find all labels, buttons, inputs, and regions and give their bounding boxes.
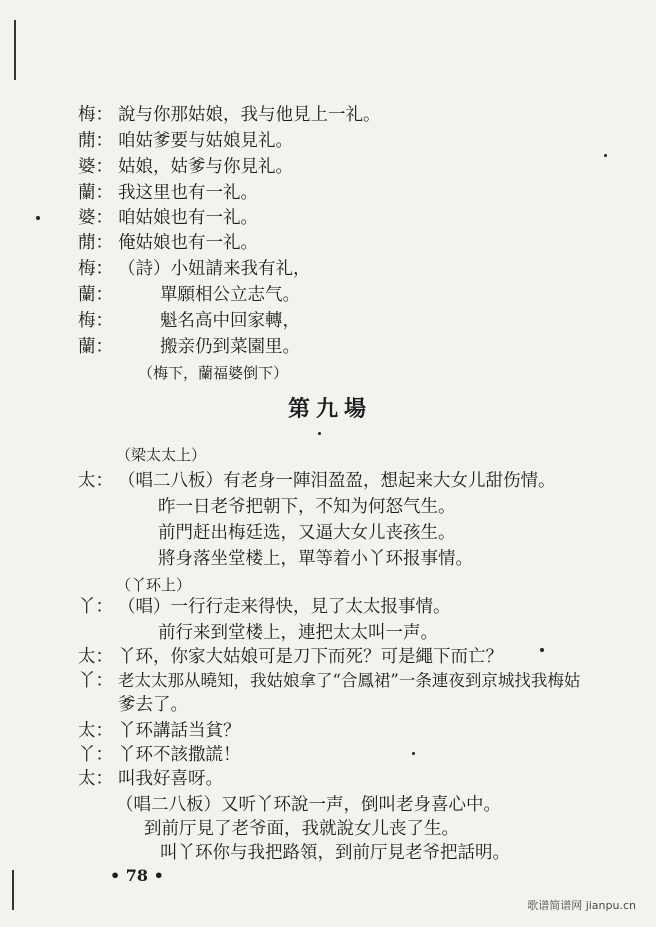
- speaker: 婆：: [78, 157, 113, 177]
- speaker: 太：: [78, 647, 113, 667]
- left-binding-mark: [12, 870, 14, 910]
- left-binding-mark: [14, 20, 16, 80]
- scene-title: 第九場: [288, 396, 373, 422]
- dialogue-text: 丫环，你家大姑娘可是刀下而死？可是繩下而亡？: [118, 647, 503, 667]
- speaker: 蕑：: [78, 233, 113, 253]
- dialogue-text: 叫我好喜呀。: [118, 769, 223, 789]
- dialogue-text: 老太太那从曉知，我姑娘拿了“合鳳裙”一条連夜到京城找我梅姑: [118, 671, 581, 690]
- speaker: 丫：: [78, 671, 113, 691]
- dialogue-text: （詩）小妞請来我有礼，: [118, 259, 311, 279]
- stage-direction-text: （梁太太上）: [116, 446, 207, 464]
- stage-direction-text: （丫环上）: [116, 576, 192, 594]
- speaker: 蘭：: [78, 285, 113, 305]
- dialogue-text: 俺姑娘也有一礼。: [118, 233, 258, 253]
- ink-speck: [318, 432, 321, 435]
- dialogue-text: 魁名高中回家轉，: [160, 311, 300, 331]
- speaker: 太：: [78, 769, 113, 789]
- ink-speck: [36, 216, 40, 220]
- dialogue-text: 丫环講話当貧？: [118, 721, 241, 741]
- page-number: • 78 •: [110, 866, 164, 885]
- dialogue-text: 丫环不該撒謊！: [118, 745, 241, 765]
- dialogue-text: 爹去了。: [118, 695, 188, 715]
- dialogue-text: 說与你那姑娘，我与他見上一礼。: [118, 105, 381, 125]
- ink-speck: [540, 648, 544, 652]
- speaker: 太：: [78, 471, 113, 491]
- dialogue-text: 昨一日老爷把朝下，不知为何怒气生。: [158, 497, 456, 517]
- stage-direction-text: （梅下，蘭福婆倒下）: [138, 364, 289, 382]
- watermark: 歌谱简谱网 jianpu.cn: [527, 899, 636, 912]
- speaker: 婆：: [78, 208, 113, 228]
- dialogue-text: （唱二八板）又听丫环說一声，倒叫老身喜心中。: [116, 795, 501, 815]
- speaker: 丫：: [78, 597, 113, 617]
- speaker: 蘭：: [78, 337, 113, 357]
- speaker: 梅：: [78, 259, 113, 279]
- dialogue-text: 單願相公立志气。: [160, 285, 300, 305]
- dialogue-text: 將身落坐堂楼上，單等着小丫环报事情。: [158, 549, 473, 569]
- speaker: 蘭：: [78, 183, 113, 203]
- speaker: 太：: [78, 721, 113, 741]
- dialogue-text: 前門赶出梅廷选，又逼大女儿丧孩生。: [158, 523, 456, 543]
- dialogue-text: 我这里也有一礼。: [118, 183, 258, 203]
- dialogue-text: 咱姑娘也有一礼。: [118, 208, 258, 228]
- ink-speck: [604, 154, 607, 157]
- dialogue-text: 搬亲仍到菜園里。: [160, 337, 300, 357]
- dialogue-text: 前行来到堂楼上，連把太太叫一声。: [158, 623, 438, 643]
- speaker: 梅：: [78, 105, 113, 125]
- speaker: 梅：: [78, 311, 113, 331]
- ink-speck: [412, 752, 415, 755]
- dialogue-text: （唱）一行行走来得快，見了太太报事情。: [118, 597, 451, 617]
- dialogue-text: 姑娘，姑爹与你見礼。: [118, 157, 293, 177]
- dialogue-text: （唱二八板）有老身一陣泪盈盈，想起来大女儿甜伤情。: [118, 471, 556, 491]
- speaker: 丫：: [78, 745, 113, 765]
- dialogue-text: 到前厅見了老爷面，我就說女儿丧了生。: [144, 819, 459, 839]
- speaker: 蕑：: [78, 131, 113, 151]
- dialogue-text: 咱姑爹要与姑娘見礼。: [118, 131, 293, 151]
- dialogue-text: 叫丫环你与我把路領，到前厅見老爷把話明。: [160, 843, 510, 863]
